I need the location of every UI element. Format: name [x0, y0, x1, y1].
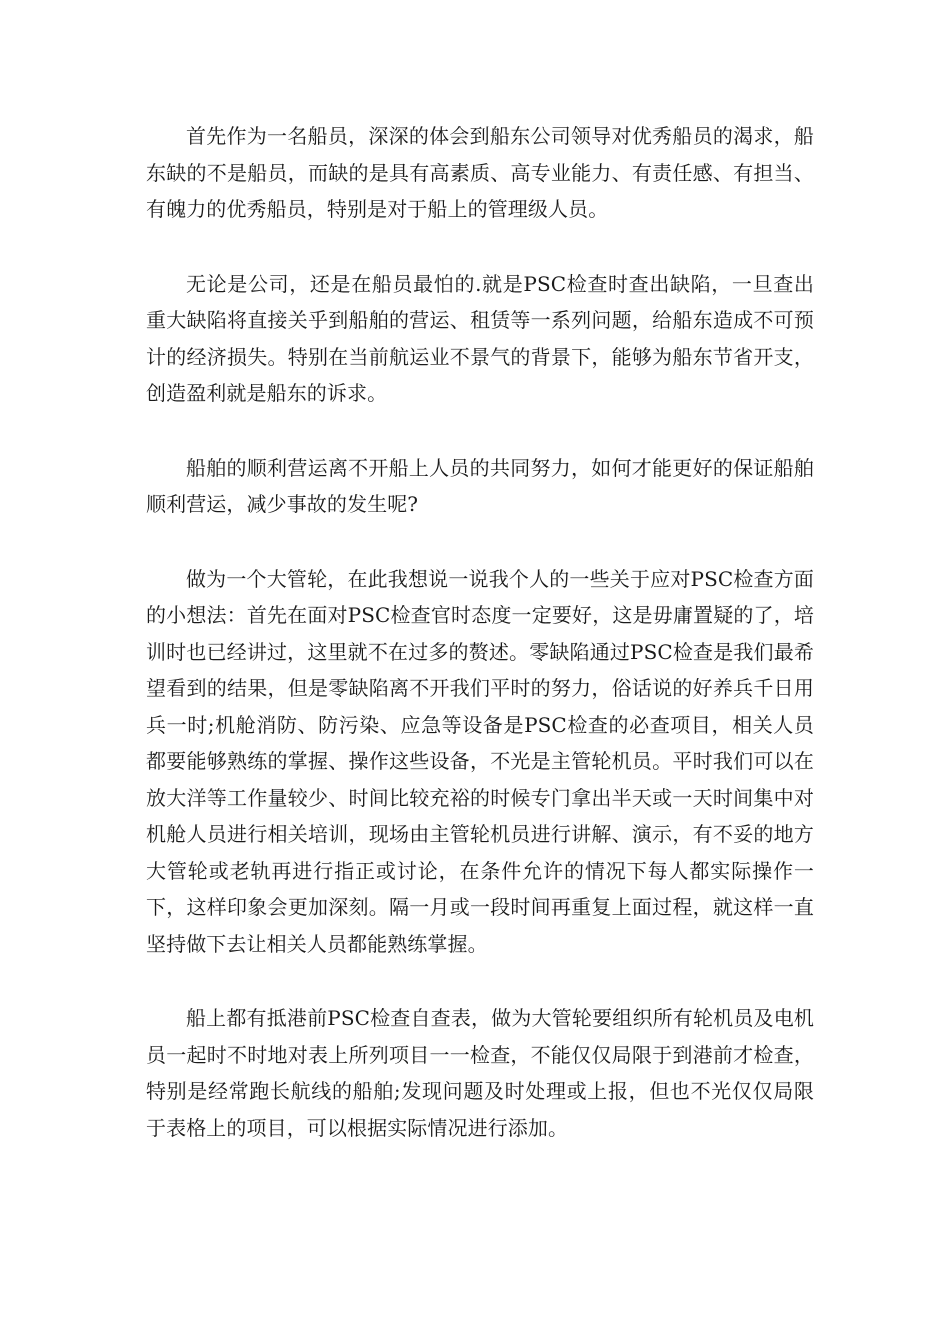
document-page: [146, 118, 814, 1184]
paragraph-3: 船舶的顺利营运离不开船上人员的共同努力，如何才能更好的保证船舶顺利营运，减少事故的发生呢?: [146, 455, 814, 516]
paragraph-1: 首先作为一名船员，深深的体会到船东公司领导对优秀船员的渴求，船东缺的不是船员，而缺的是具有高素质、高专业能力、有责任感、有担当、有魄力的优秀船员，特别是对于船上的管理级人员。: [146, 124, 814, 221]
paragraph-4: 做为一个大管轮，在此我想说一说我个人的一些关于应对PSC检查方面的小想法：首先在面对PSC检查官时态度一定要好，这是毋庸置疑的了，培训时也已经讲过，这里就不在过多的赘述。零缺陷通过PSC检查是我们最希望看到的结果，但是零缺陷离不开我们平时的努力，俗话说的好养兵千日用兵一时;机舱消防、防污染、应急等设备是PSC检查的必查项目，相关人员都要能够熟练的掌握、操作这些设备，不光是主管轮机员。平时我们可以在放大洋等工作量较少、时间比较充裕的时候专门拿出半天或一天时间集中对机舱人员进行相关培训，现场由主管轮机员进行讲解、演示，有不妥的地方大管轮或老轨再进行指正或讨论，在条件允许的情况下每人都实际操作一下，这样印象会更加深刻。隔一月或一段时间再重复上面过程，就这样一直坚持做下去让相关人员都能熟练掌握。: [146, 566, 814, 956]
paragraph-2: 无论是公司，还是在船员最怕的.就是PSC检查时查出缺陷，一旦查出重大缺陷将直接关乎到船舶的营运、租赁等一系列问题，给船东造成不可预计的经济损失。特别在当前航运业不景气的背景下，能够为船东节省开支，创造盈利就是船东的诉求。: [146, 271, 814, 405]
paragraph-5: 船上都有抵港前PSC检查自查表，做为大管轮要组织所有轮机员及电机员一起时不时地对表上所列项目一一检查，不能仅仅局限于到港前才检查，特别是经常跑长航线的船舶;发现问题及时处理或上报，但也不光仅仅局限于表格上的项目，可以根据实际情况进行添加。: [146, 1006, 814, 1140]
